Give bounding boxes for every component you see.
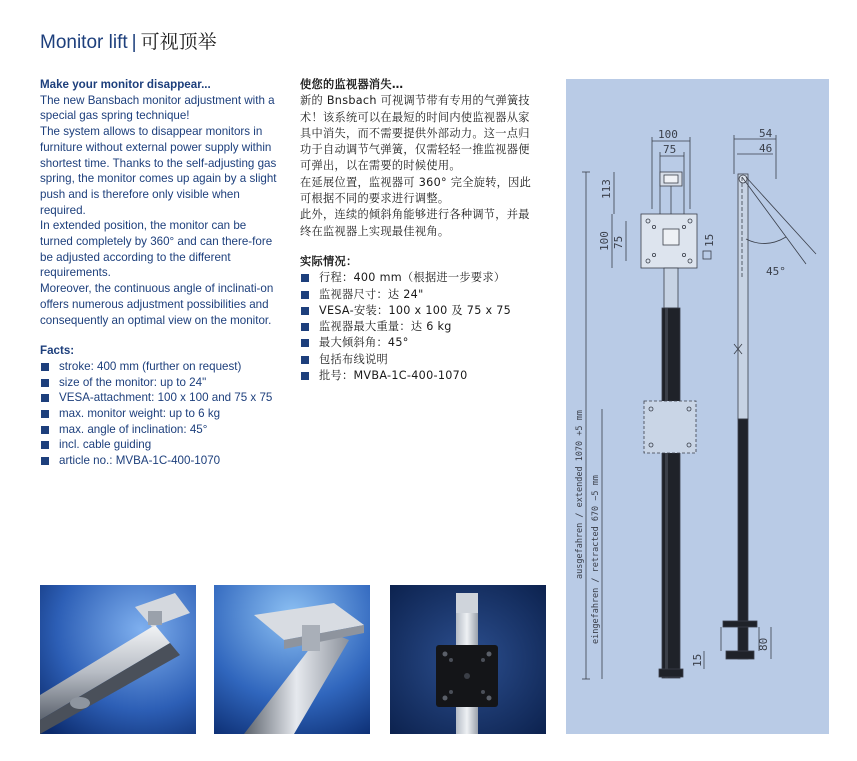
cn-fact-item: 行程：400 mm（根据进一步要求） xyxy=(300,270,540,286)
dim-label: 54 xyxy=(759,127,773,140)
dim-label: 15 xyxy=(691,653,704,667)
cn-fact-item: 包括布线说明 xyxy=(300,352,540,368)
en-fact-item: incl. cable guiding xyxy=(40,437,280,453)
dim-label: 75 xyxy=(663,143,677,156)
cn-facts-list xyxy=(300,270,540,384)
en-fact-item: article no.: MVBA-1C-400-1070 xyxy=(40,453,280,469)
en-fact-item: size of the monitor: up to 24" xyxy=(40,375,280,391)
dim-label: 15 xyxy=(703,233,716,247)
en-heading: Make your monitor disappear... xyxy=(40,78,211,91)
dim-label: 75 xyxy=(612,235,625,249)
cn-paragraph: 在延展位置，监视器可 360° 完全旋转，因此可根据不同的要求进行调整。 xyxy=(300,175,532,206)
page-title xyxy=(40,27,217,54)
cn-fact-item: 监视器最大重量：达 6 kg xyxy=(300,319,540,335)
cn-paragraph: 此外，连续的倾斜角能够进行各种调节，并最终在监视器上实现最佳视角。 xyxy=(300,208,530,238)
cn-fact-item: 最大倾斜角：45° xyxy=(300,335,540,351)
title-en: Monitor lift xyxy=(40,32,128,53)
dim-label: 46 xyxy=(759,142,773,155)
dim-label-angle: 45° xyxy=(766,265,786,278)
dim-label-extended: ausgefahren / extended 1070 +5 mm xyxy=(575,410,585,579)
dim-label: 100 xyxy=(598,231,611,251)
en-fact-item: max. monitor weight: up to 6 kg xyxy=(40,406,280,422)
dim-label: 113 xyxy=(600,179,613,199)
en-paragraph: Moreover, the continuous angle of inclinati-on offers numerous adjustment possibilities and consequently an optimal view on the monitor. xyxy=(40,282,274,327)
cn-fact-item: 批号：MVBA-1C-400-1070 xyxy=(300,368,540,384)
product-photo-bracket xyxy=(214,585,370,734)
en-fact-item: max. angle of inclination: 45° xyxy=(40,422,280,438)
en-paragraph: In extended position, the monitor can be turned completely by 360° and can there-fore be adjusted according to the different requirements. xyxy=(40,219,273,280)
cn-heading: 使您的监视器消失… xyxy=(300,78,404,91)
en-fact-item: VESA-attachment: 100 x 100 and 75 x 75 xyxy=(40,390,280,406)
dim-label: 80 xyxy=(757,637,770,651)
cn-paragraph: 新的 Bnsbach 可视调节带有专用的气弹簧技术！该系统可以在最短的时间内使监视器从家具中消失，而不需要提供外部动力。这一点归功于自动调节气弹簧，仅需轻轻一推监视器便可弹出，以在需要的时候使用。 xyxy=(300,94,530,173)
title-separator: | xyxy=(131,32,137,53)
chinese-column xyxy=(300,77,540,384)
english-column xyxy=(40,77,280,469)
product-photo-vesa-plate xyxy=(390,585,546,734)
cn-facts-heading: 实际情况： xyxy=(300,254,358,268)
en-fact-item: stroke: 400 mm (further on request) xyxy=(40,359,280,375)
title-cn: 可视顶举 xyxy=(140,32,217,53)
en-paragraph: The new Bansbach monitor adjustment with a special gas spring technique! xyxy=(40,93,275,123)
dim-label-retracted: eingefahren / retracted 670 −5 mm xyxy=(591,475,601,644)
en-facts-list xyxy=(40,359,280,469)
technical-drawing xyxy=(566,79,829,734)
en-paragraph: The system allows to disappear monitors in furniture without external power supply within shortest time. Thanks to the self-adjusting gas spring, the monitor comes up again by a slight push and is therefore only visible when required. xyxy=(40,125,277,217)
cn-fact-item: VESA-安装：100 x 100 及 75 x 75 xyxy=(300,303,540,319)
en-facts-heading: Facts: xyxy=(40,344,75,358)
product-photo-tube xyxy=(40,585,196,734)
cn-fact-item: 监视器尺寸：达 24" xyxy=(300,287,540,303)
dim-label: 100 xyxy=(658,128,678,141)
